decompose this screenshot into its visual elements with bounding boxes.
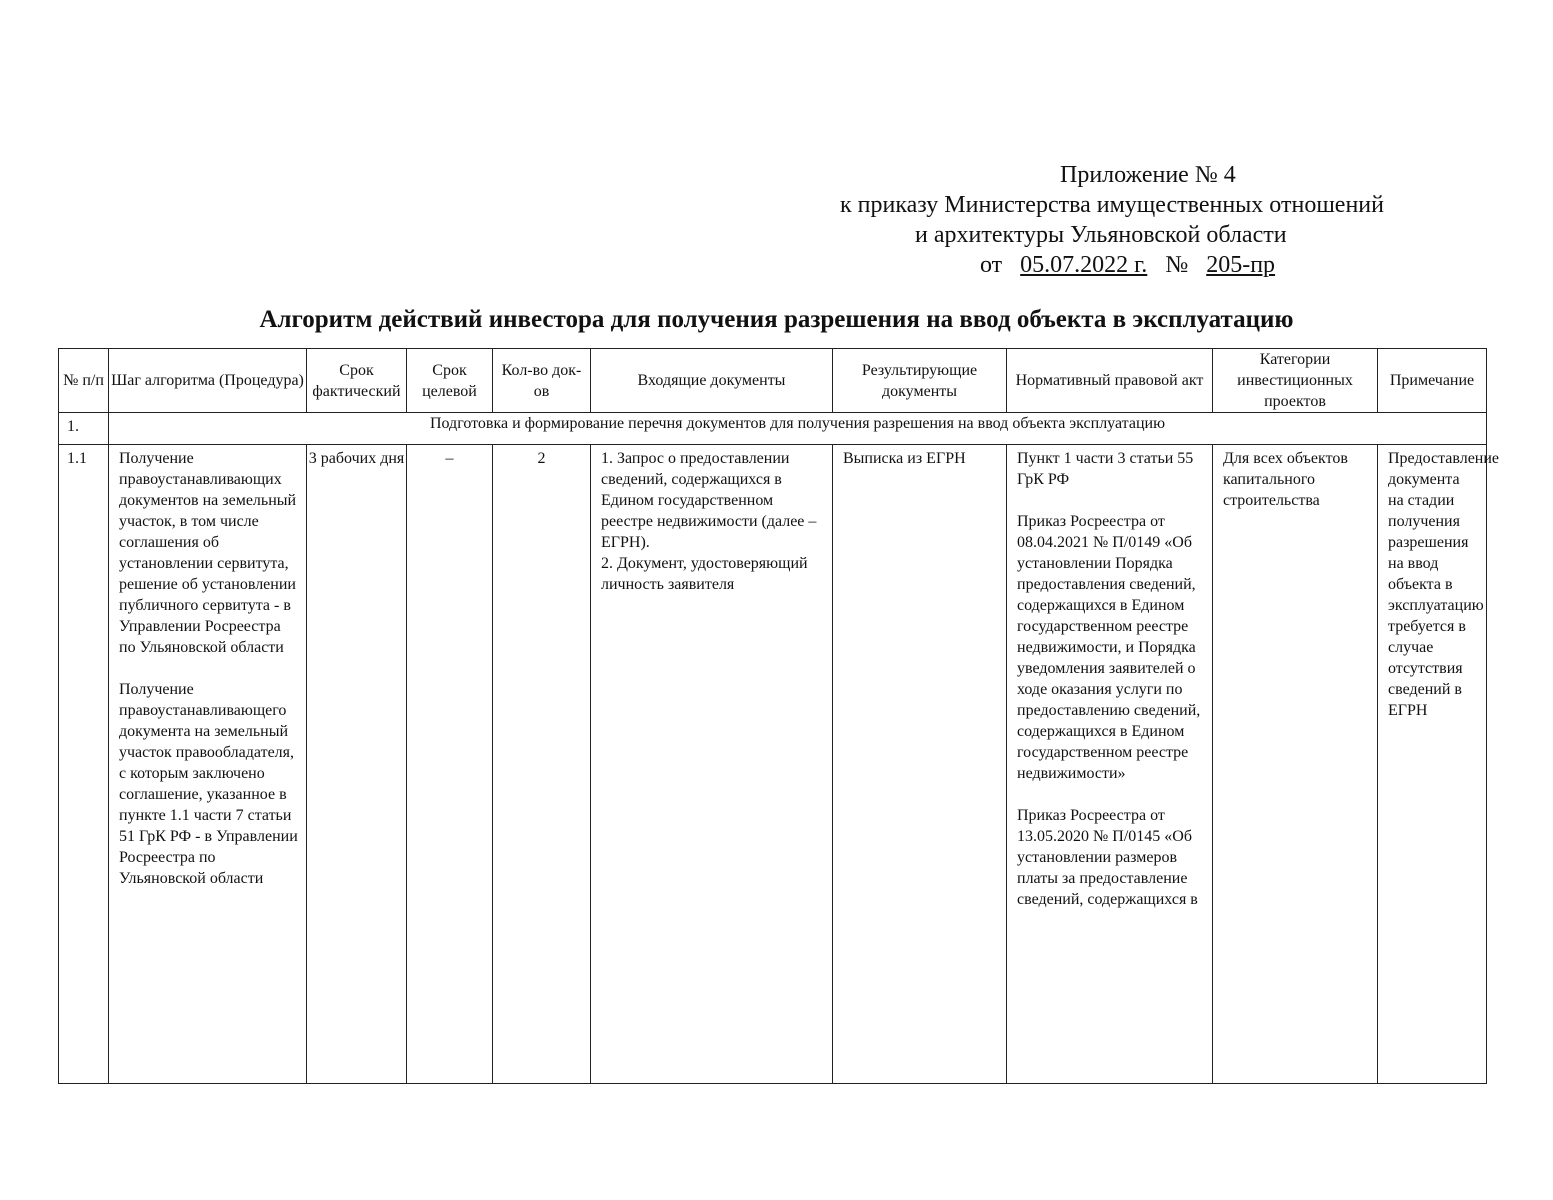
step-cell [109,445,307,1084]
table-row [59,445,1487,1084]
actual-term-cell: 3 рабочих дня [307,445,407,1084]
input-doc-2: 2. Документ, удостоверяющий личность заявителя [601,555,808,593]
number-sign: № [1165,252,1189,278]
note-cell: Предоставление документа на стадии получения разрешения на ввод объекта в эксплуатацию требуется в случае отсутствия сведений в ЕГРН [1378,445,1487,1084]
annex-header [820,160,1450,280]
legal-text-1: Пункт 1 части 3 статьи 55 ГрК РФ [1017,450,1194,488]
date-prefix: от [980,252,1003,278]
stage-num: 1. [59,413,109,445]
annex-ministry-line: и архитектуры Ульяновской области [915,222,1287,248]
target-term-cell: – [407,445,493,1084]
header-actual-term: Срок фактический [307,349,407,413]
header-categories: Категории инвестиционных проектов [1213,349,1378,413]
step-text-1: Получение правоустанавливающих документов на земельный участок, в том числе соглашения об установлении сервитута, решение об установлении публичного сервитута - в Управлении Росреестра по Ульяновской области [119,450,297,656]
annex-order-line: к приказу Министерства имущественных отношений [840,192,1384,218]
annex-date-line [820,250,1450,280]
annex-title: Приложение № 4 [1060,162,1236,188]
result-docs-cell: Выписка из ЕГРН [833,445,1007,1084]
step-text-2: Получение правоустанавливающего документа на земельный участок правообладателя, с которым заключено соглашение, указанное в пункте 1.1 части 7 статьи 51 ГрК РФ - в Управлении Росреестра по Ульяновской области [119,681,298,887]
order-number: 205-пр [1206,252,1276,278]
input-doc-1: 1. Запрос о предоставлении сведений, содержащихся в Едином государственном реестре недвижимости (далее – ЕГРН). [601,450,817,551]
header-note: Примечание [1378,349,1487,413]
legal-text-3: Приказ Росреестра от 13.05.2020 № П/0145 «Об установлении размеров платы за предоставление сведений, содержащихся в [1017,807,1198,908]
header-input-docs: Входящие документы [591,349,833,413]
header-result-docs: Результирующие документы [833,349,1007,413]
header-step: Шаг алгоритма (Процедура) [109,349,307,413]
legal-act-cell [1007,445,1213,1084]
stage-row [59,413,1487,445]
categories-cell: Для всех объектов капитального строительства [1213,445,1378,1084]
header-legal-act: Нормативный правовой акт [1007,349,1213,413]
table-header-row [59,349,1487,413]
algorithm-table [58,348,1500,1084]
header-doc-count: Кол-во док-ов [493,349,591,413]
document-title: Алгоритм действий инвестора для получения разрешения на ввод объекта в эксплуатацию [259,306,1294,333]
input-docs-cell [591,445,833,1084]
order-date: 05.07.2022 г. [1020,252,1148,278]
header-target-term: Срок целевой [407,349,493,413]
header-num: № п/п [59,349,109,413]
doc-count-cell: 2 [493,445,591,1084]
row-num: 1.1 [59,445,109,1084]
legal-text-2: Приказ Росреестра от 08.04.2021 № П/0149 «Об установлении Порядка предоставления сведений, содержащихся в Едином государственном реестре недвижимости, и Порядка уведомления заявителей о ходе оказания услуги по предоставлению сведений, содержащихся в Едином государственном реестре недвижимости» [1017,513,1201,782]
stage-title: Подготовка и формирование перечня документов для получения разрешения на ввод объекта эксплуатацию [109,413,1487,445]
